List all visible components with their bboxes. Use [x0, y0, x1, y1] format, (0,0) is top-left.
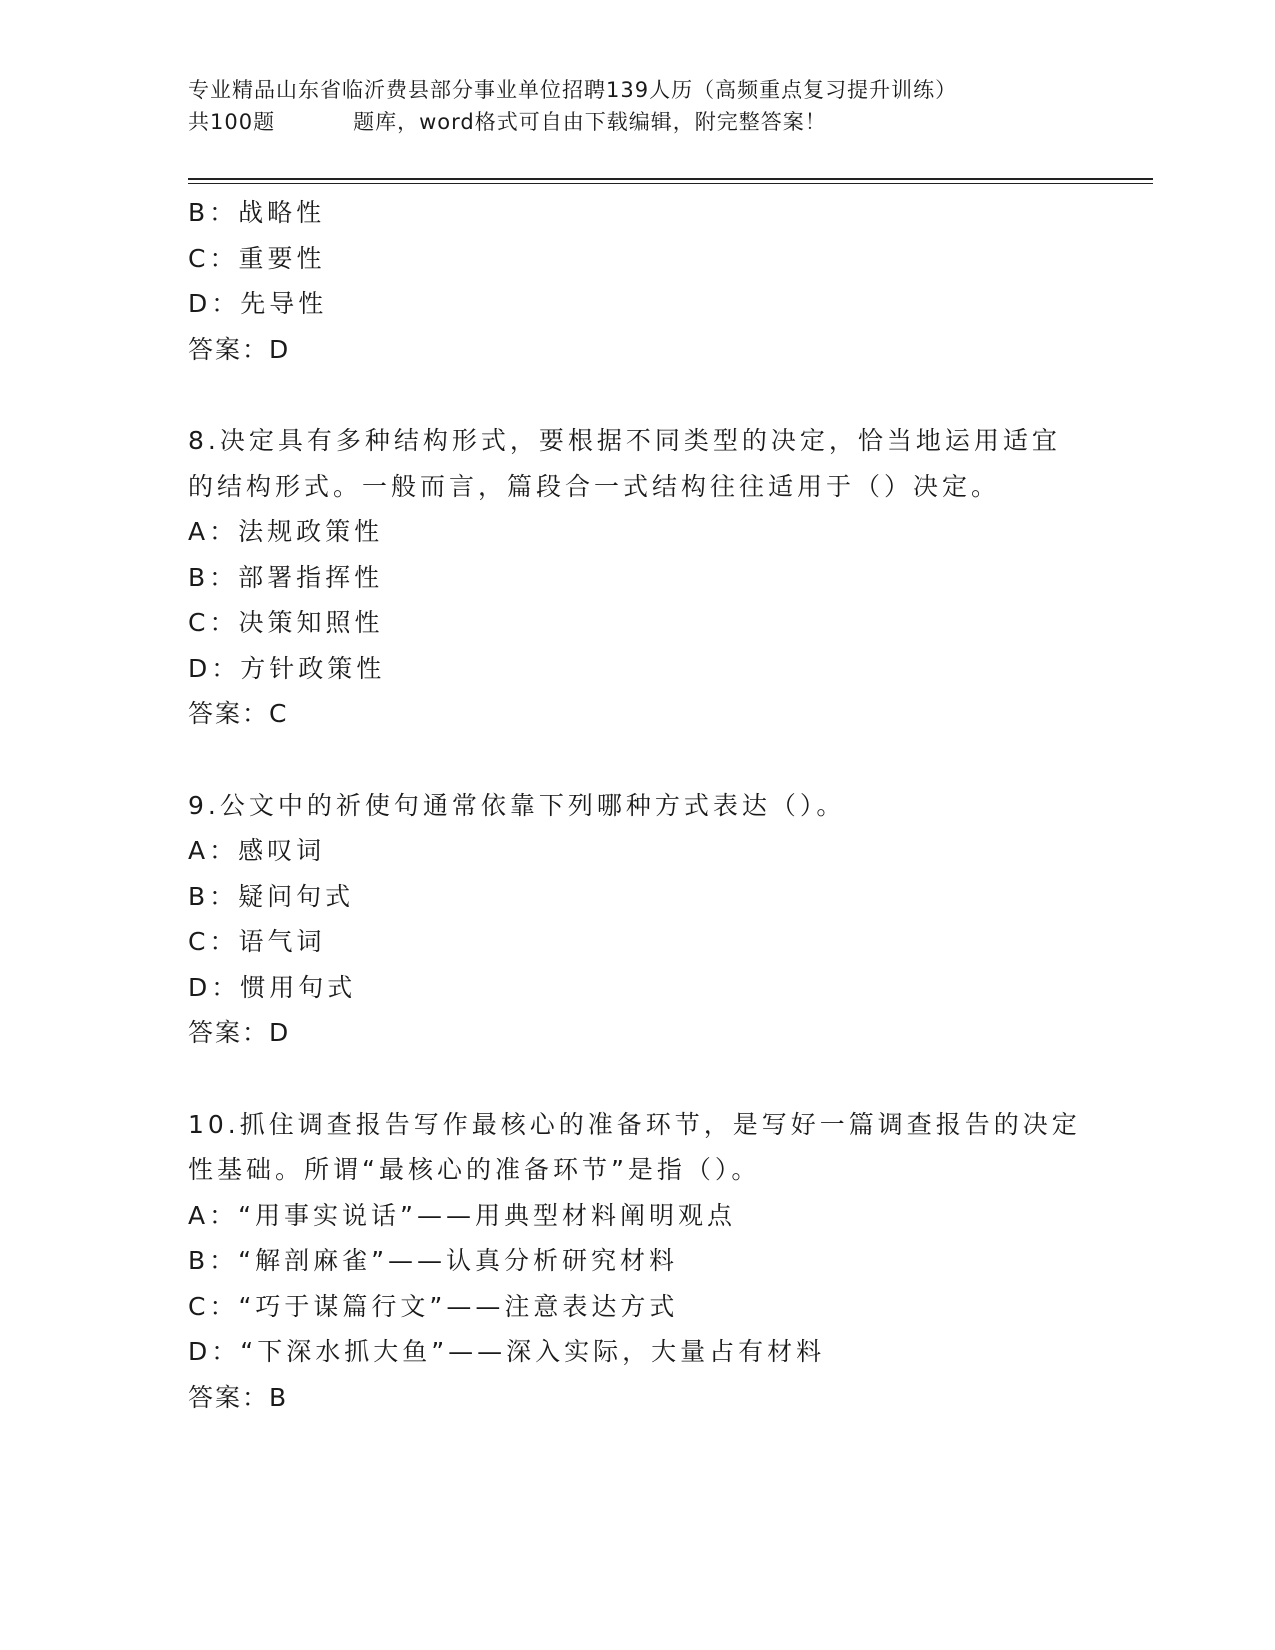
question-text: 的结构形式。一般而言，篇段合一式结构往往适用于（）决定。 [188, 471, 1001, 501]
question-text: 10.抓住调查报告写作最核心的准备环节，是写好一篇调查报告的决定 [188, 1109, 1081, 1139]
option-d: D：惯用句式 [188, 972, 357, 1002]
option-a: A：感叹词 [188, 836, 326, 865]
answer: 答案：D [188, 334, 291, 364]
option-c: C：“巧于谋篇行文”——注意表达方式 [188, 1291, 679, 1321]
option-c: C：决策知照性 [188, 608, 384, 637]
option-a: A：“用事实说话”——用典型材料阐明观点 [188, 1200, 737, 1230]
header-description: 题库，word格式可自由下载编辑，附完整答案！ [353, 110, 827, 134]
question-text: 9.公文中的祈使句通常依靠下列哪种方式表达（）。 [188, 790, 846, 820]
question-block-9 [188, 783, 1148, 1056]
option-c: C：语气词 [188, 927, 326, 956]
answer: 答案：B [188, 1382, 289, 1412]
header-rule-thick [188, 178, 1153, 180]
header-rule-thin [188, 183, 1153, 184]
answer: 答案：C [188, 699, 289, 728]
option-b: B：疑问句式 [188, 881, 355, 911]
question-block-10 [188, 1102, 1148, 1421]
option-d: D：“下深水抓大鱼”——深入实际，大量占有材料 [188, 1337, 826, 1366]
question-text: 8.决定具有多种结构形式，要根据不同类型的决定，恰当地运用适宜 [188, 426, 1061, 455]
option-a: A：法规政策性 [188, 517, 384, 546]
header-title: 专业精品山东省临沂费县部分事业单位招聘139人历（高频重点复习提升训练） [188, 78, 958, 102]
answer: 答案：D [188, 1018, 291, 1047]
option-b: B：战略性 [188, 198, 326, 227]
option-b: B：“解剖麻雀”——认真分析研究材料 [188, 1246, 679, 1275]
question-count: 共100题 [188, 110, 276, 134]
header-subtitle [188, 106, 1148, 138]
option-c: C：重要性 [188, 243, 326, 273]
option-d: D：方针政策性 [188, 653, 386, 683]
option-b: B：部署指挥性 [188, 562, 384, 592]
option-d: D：先导性 [188, 289, 328, 318]
question-list [188, 190, 1148, 1420]
question-block-8 [188, 418, 1148, 737]
question-text: 性基础。所谓“最核心的准备环节”是指（）。 [188, 1155, 761, 1184]
question-block-7 [188, 190, 1148, 372]
page-header [188, 74, 1148, 138]
